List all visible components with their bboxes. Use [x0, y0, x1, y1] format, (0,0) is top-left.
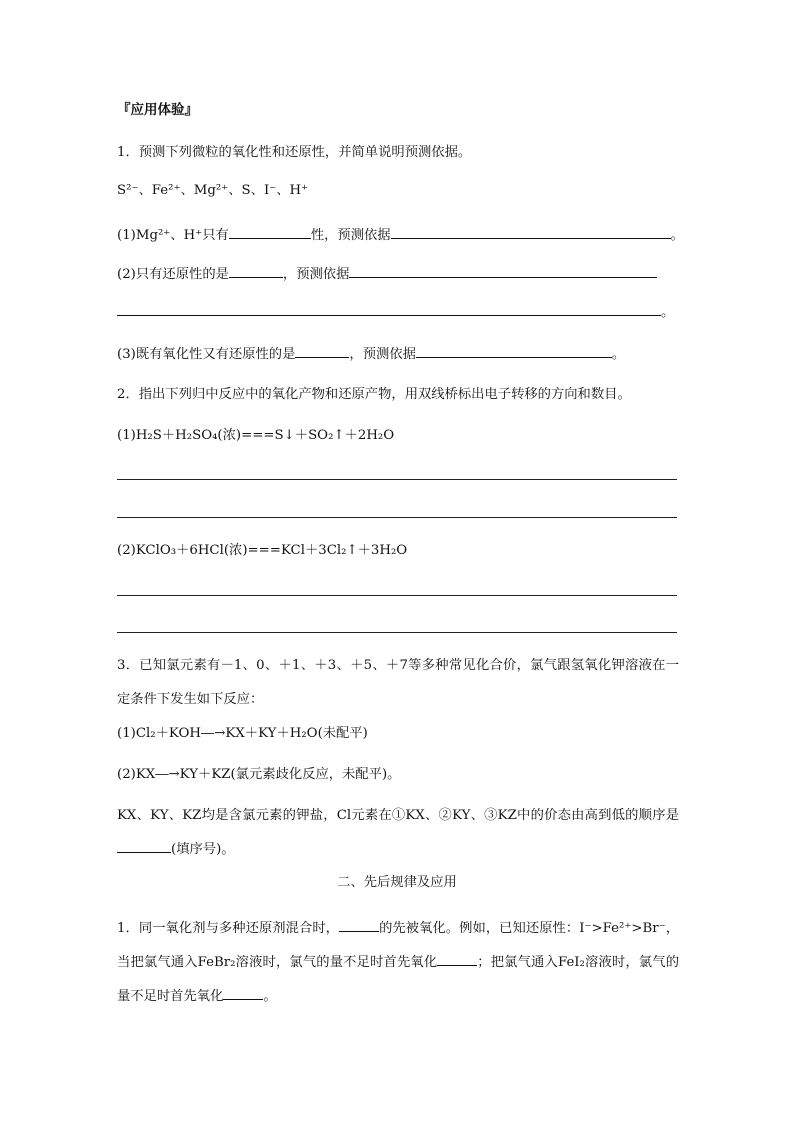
- q1-part2-text-a: (2)只有还原性的是: [117, 267, 229, 282]
- q1-part2-continued: [117, 301, 679, 323]
- q1-part3-text-a: (3)既有氧化性又有还原性的是: [117, 347, 296, 362]
- q1-part2-text-b: ，预测依据: [282, 267, 350, 282]
- q2-stem: 2．指出下列归中反应中的氧化产物和还原产物，用双线桥标出电子转移的方向和数目。: [117, 387, 631, 402]
- answer-blank[interactable]: [295, 343, 349, 358]
- q3-equation-2: (2)KX―→KY＋KZ(氯元素歧化反应，未配平)。: [117, 767, 401, 782]
- answer-blank[interactable]: [223, 985, 263, 1000]
- q1-part1-text-b: 性，预测依据: [310, 228, 391, 243]
- q3-stem: 3．已知氯元素有－1、0、＋1、＋3、＋5、＋7等多种常见化合价，氯气跟氢氧化钾溶液在一定条件下发生如下反应：: [117, 658, 679, 707]
- q2-equation-2: (2)KClO₃＋6HCl(浓)===KCl＋3Cl₂↑＋3H₂O: [117, 543, 408, 558]
- answer-blank[interactable]: [391, 224, 671, 239]
- answer-blank[interactable]: [117, 838, 171, 853]
- s2-text-a: 1．同一氧化剂与多种还原剂混合时，: [117, 921, 340, 936]
- s2-paragraph: [117, 912, 679, 1014]
- answer-line[interactable]: [117, 632, 677, 633]
- q1-part1-text-a: (1)Mg²⁺、H⁺只有: [117, 228, 229, 243]
- q1-part2: [117, 263, 679, 285]
- q1-stem: 1．预测下列微粒的氧化性和还原性，并简单说明预测依据。: [117, 145, 472, 160]
- section-2-title: 二、先后规律及应用: [337, 875, 457, 890]
- answer-blank[interactable]: [437, 951, 477, 966]
- s2-text-c: ；把氯气通入FeI₂溶液时，氯气的量不足时首先氧化: [117, 955, 679, 1004]
- answer-blank[interactable]: [229, 224, 311, 239]
- s2-text-d: 。: [263, 989, 277, 1004]
- q1-part1-end: 。: [670, 228, 684, 243]
- q3-text-b: (填序号)。: [171, 842, 235, 857]
- answer-line[interactable]: [117, 517, 677, 518]
- q1-part2-end: 。: [661, 305, 675, 320]
- s2-text-b: 的先被氧化。例如，已知还原性：I⁻>Fe²⁺>Br⁻，当把氯气通入FeBr₂溶液时，氯气的量不足时首先氧化: [117, 921, 679, 970]
- q3-text-a: KX、KY、KZ均是含氯元素的钾盐，Cl元素在①KX、②KY、③KZ中的价态由高到低的顺序是: [117, 808, 679, 823]
- q1-part3-text-b: ，预测依据: [349, 347, 416, 362]
- q1-part1: [117, 224, 684, 246]
- answer-line[interactable]: [117, 595, 677, 596]
- q1-part3: [117, 343, 679, 365]
- answer-blank[interactable]: [339, 917, 379, 932]
- answer-blank[interactable]: [229, 263, 283, 278]
- answer-blank[interactable]: [117, 301, 661, 316]
- answer-line[interactable]: [117, 479, 677, 480]
- answer-blank[interactable]: [416, 343, 612, 358]
- q3-equation-1: (1)Cl₂＋KOH―→KX＋KY＋H₂O(未配平): [117, 726, 368, 741]
- q2-equation-1: (1)H₂S＋H₂SO₄(浓)===S↓＋SO₂↑＋2H₂O: [117, 428, 395, 443]
- answer-blank[interactable]: [349, 263, 657, 278]
- section-heading: 『应用体验』: [117, 102, 198, 118]
- q1-species: S²⁻、Fe²⁺、Mg²⁺、S、I⁻、H⁺: [117, 183, 309, 198]
- q1-part3-end: 。: [611, 347, 626, 362]
- q3-question: [117, 799, 679, 867]
